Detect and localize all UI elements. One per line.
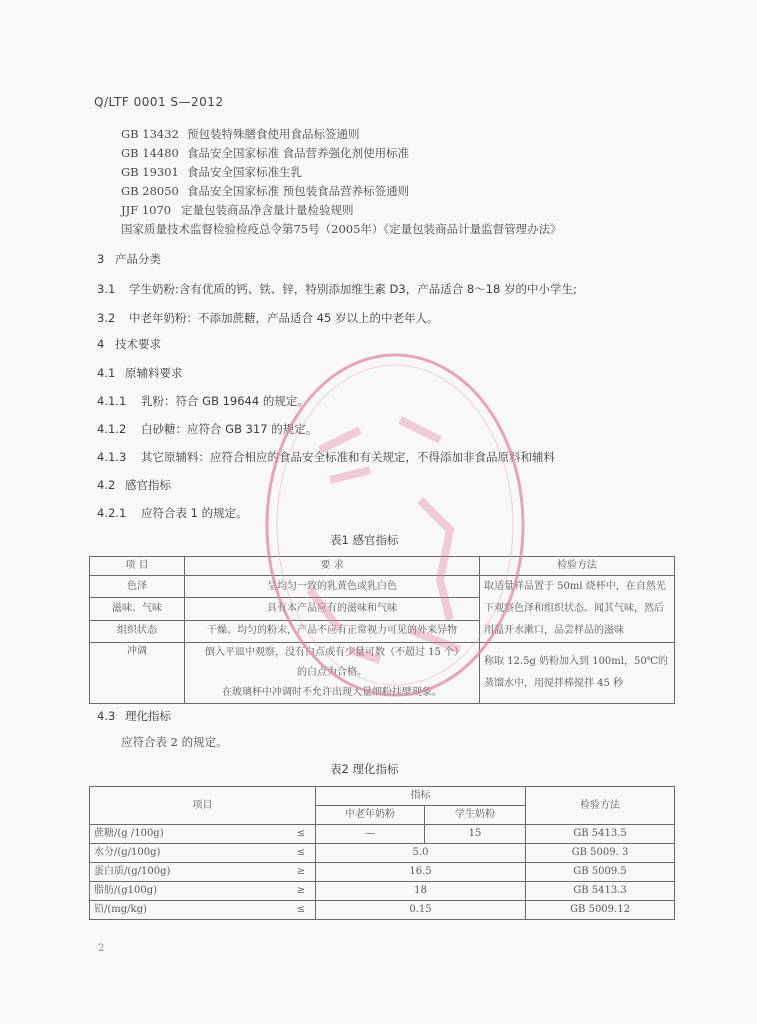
reference-item: JJF 1070 定量包装商品净含量计量检验规则 <box>121 203 354 217</box>
table-cell: 具有本产品应有的滋味和气味 <box>185 598 480 620</box>
table-header: 项 目 <box>90 557 185 576</box>
table-cell: 0.15 <box>316 901 526 920</box>
reference-item: GB 28050 食品安全国家标准 预包装食品营养标签通则 <box>121 184 410 198</box>
table1-caption: 表1 感官指标 <box>330 533 399 547</box>
reference-item: GB 19301 食品安全国家标准生乳 <box>121 165 302 179</box>
section-4-3-text: 应符合表 2 的规定。 <box>121 735 228 749</box>
table-row <box>90 863 675 882</box>
table-cell: 称取 12.5g 奶粉加入到 100ml，50℃的蒸馏水中，用搅拌棒搅拌 45 秒 <box>480 643 675 704</box>
reference-list <box>121 125 562 239</box>
table-cell: ≤ <box>287 825 316 844</box>
reference-item: GB 13432 预包装特殊膳食使用食品标签通则 <box>121 127 360 141</box>
table2-caption: 表2 理化指标 <box>330 762 399 776</box>
table-cell: 取适量样品置于 50ml 烧杯中，在自然光下观察色泽和组织状态。闻其气味，然后用温开水漱口，品尝样品的滋味 <box>480 576 675 643</box>
table-cell: 干燥、均匀的粉末，产品不应有正常视力可见的外来异物 <box>185 620 480 642</box>
table-cell: ≥ <box>287 863 316 882</box>
standard-code: Q/LTF 0001 S—2012 <box>94 95 224 109</box>
section-4-1-2: 4.1.2 白砂糖：应符合 GB 317 的规定。 <box>97 422 318 436</box>
table-header: 中老年奶粉 <box>316 806 425 825</box>
reference-item: GB 14480 食品安全国家标准 食品营养强化剂使用标准 <box>121 146 410 160</box>
table-cell: GB 5009.12 <box>526 901 675 920</box>
section-4-3: 4.3 理化指标 <box>97 709 171 723</box>
table-cell: 蔗糖/(g /100g) <box>90 825 288 844</box>
table-cell: 脂肪/(g100g) <box>90 882 288 901</box>
table-cell: 冲调 <box>90 643 185 704</box>
table-header: 指标 <box>316 787 526 806</box>
table-cell: GB 5009. 3 <box>526 844 675 863</box>
section-4-2: 4.2 感官指标 <box>97 478 171 492</box>
table-cell: — <box>316 825 425 844</box>
table-cell: 蛋白质/(g/100g) <box>90 863 288 882</box>
section-3-2: 3.2 中老年奶粉：不添加蔗糖，产品适合 45 岁以上的中老年人。 <box>97 311 439 325</box>
table-cell: GB 5009.5 <box>526 863 675 882</box>
table-row <box>90 844 675 863</box>
table-cell: GB 5413.5 <box>526 825 675 844</box>
section-4-1-3: 4.1.3 其它原辅料：应符合相应的食品安全标准和有关规定，不得添加非食品原料和辅料 <box>97 450 555 464</box>
table-cell: 倒入平皿中观察，没有白点或有少量可数（不超过 15 个）的白点为合格。 在玻璃杯中冲调时不允许出现大量细粉挂壁现象。 <box>185 643 480 704</box>
table-cell: 铅/(mg/kg) <box>90 901 288 920</box>
table-cell: 5.0 <box>316 844 526 863</box>
table-row <box>90 882 675 901</box>
table-header: 要 求 <box>185 557 480 576</box>
section-4-2-1: 4.2.1 应符合表 1 的规定。 <box>97 506 248 520</box>
table-cell: 18 <box>316 882 526 901</box>
table-cell: 15 <box>425 825 526 844</box>
table-header: 检验方法 <box>526 787 675 825</box>
table-cell: ≤ <box>287 844 316 863</box>
table-row <box>90 825 675 844</box>
table-cell: 组织状态 <box>90 620 185 642</box>
table-cell: ≤ <box>287 901 316 920</box>
table-cell: 水分/(g/100g) <box>90 844 288 863</box>
section-4-heading: 4 技术要求 <box>97 337 161 351</box>
section-4-1-1: 4.1.1 乳粉：符合 GB 19644 的规定。 <box>97 394 309 408</box>
physicochemical-table <box>89 786 675 920</box>
table-cell: 滋味、气味 <box>90 598 185 620</box>
table-cell: 色泽 <box>90 576 185 598</box>
table-header: 检验方法 <box>480 557 675 576</box>
section-3-heading: 3 产品分类 <box>97 252 161 266</box>
table-cell: 呈均匀一致的乳黄色或乳白色 <box>185 576 480 598</box>
table-row <box>90 576 675 598</box>
section-4-1: 4.1 原辅料要求 <box>97 366 183 380</box>
table-header: 学生奶粉 <box>425 806 526 825</box>
page-number: 2 <box>98 943 105 954</box>
table-header: 项目 <box>90 787 316 825</box>
table-cell: 16.5 <box>316 863 526 882</box>
table-cell: ≥ <box>287 882 316 901</box>
table-cell: GB 5413.3 <box>526 882 675 901</box>
reference-item: 国家质量技术监督检验检疫总令第75号（2005年）《定量包装商品计量监督管理办法》 <box>121 222 562 236</box>
sensory-table <box>89 556 675 704</box>
table-row <box>90 643 675 704</box>
section-3-1: 3.1 学生奶粉:含有优质的钙、铁、锌，特别添加维生素 D3，产品适合 8～18 岁的中小学生; <box>97 282 577 296</box>
table-row <box>90 901 675 920</box>
